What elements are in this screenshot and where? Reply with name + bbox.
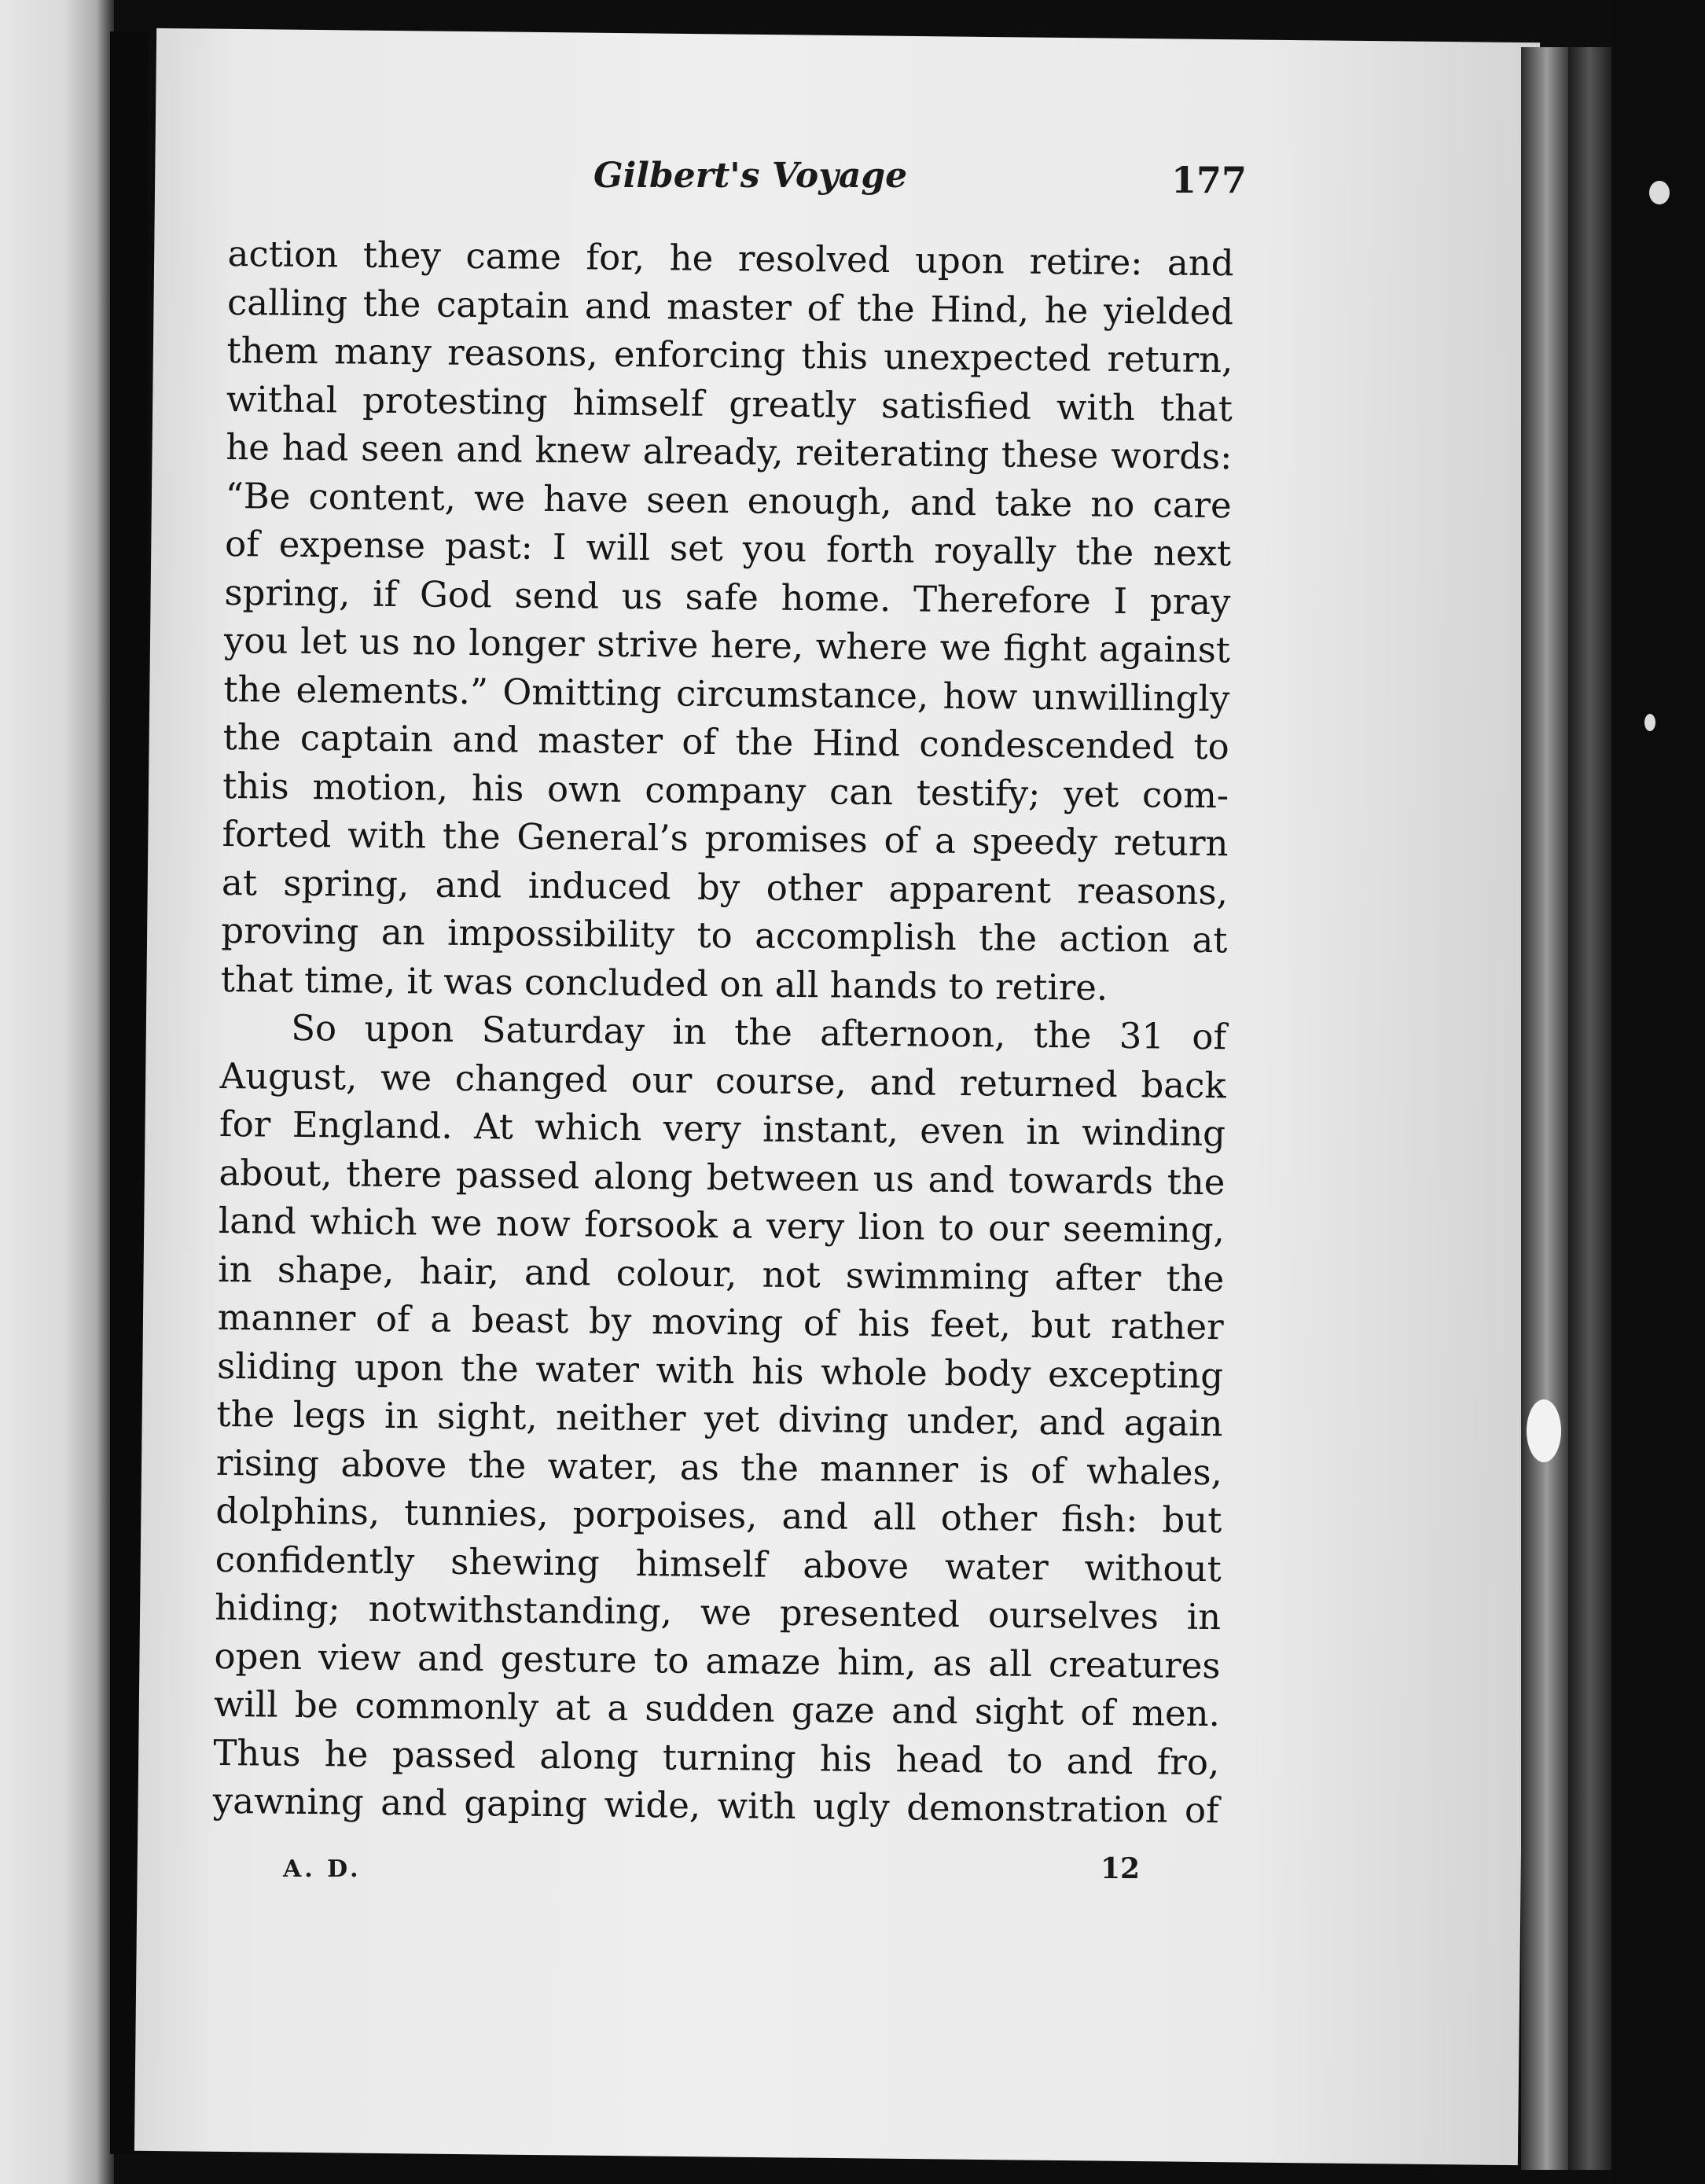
signature-mark: A. D. xyxy=(283,1855,362,1883)
scan-background-right xyxy=(1611,0,1705,2184)
text-line: rising above the water, as the manner is of whales, xyxy=(215,1441,1223,1493)
paragraph-start-line: So upon Saturday in the afternoon, the 31 of xyxy=(291,1006,1227,1058)
text-line: proving an impossibility to accomplish the action at xyxy=(221,909,1228,961)
text-line: them many reasons, enforcing this unexpected return, xyxy=(226,329,1233,381)
page-number: 177 xyxy=(1171,159,1248,201)
text-line: about, there passed along between us and towards the xyxy=(219,1151,1225,1203)
text-line: of expense past: I will set you forth royally the next xyxy=(224,522,1232,575)
text-line: withal protesting himself greatly satisfied with that xyxy=(226,377,1233,429)
running-head xyxy=(236,149,1248,212)
text-line: forted with the General’s promises of a speedy return xyxy=(222,812,1229,865)
facing-page-edge xyxy=(0,0,114,2184)
text-line: you let us no longer strive here, where we fight against xyxy=(223,619,1231,671)
text-line: at spring, and induced by other apparent reasons, xyxy=(221,861,1229,913)
text-line: manner of a beast by moving of his feet, but rather xyxy=(217,1296,1224,1348)
text-line: in shape, hair, and colour, not swimming after the xyxy=(218,1248,1225,1300)
dust-speck xyxy=(1644,714,1655,731)
body-text xyxy=(213,230,1234,1835)
text-line: action they came for, he resolved upon retire: and xyxy=(227,232,1234,285)
text-line: the captain and master of the Hind condescended to xyxy=(222,715,1229,768)
text-line: the legs in sight, neither yet diving under, and again xyxy=(216,1392,1223,1445)
text-line: hiding; notwithstanding, we presented ourselves in xyxy=(214,1586,1222,1638)
sheet-number: 12 xyxy=(1101,1852,1141,1885)
paragraph-end-line: that time, it was concluded on all hands to retire. xyxy=(220,958,1108,1009)
text-line: land which we now forsook a very lion to our seeming, xyxy=(218,1199,1225,1252)
text-line: August, we changed our course, and returned back xyxy=(219,1054,1226,1106)
page-stack-edge-outer xyxy=(1568,47,1611,2170)
text-line: the elements.” Omitting circumstance, how unwillingly xyxy=(223,667,1230,719)
text-line: for England. At which very instant, even in winding xyxy=(219,1102,1226,1155)
page-footer xyxy=(283,1852,1148,1903)
text-line: confidently shewing himself above water without xyxy=(215,1538,1222,1590)
text-line: spring, if God send us safe home. Therefore I pray xyxy=(224,571,1231,623)
text-line: open view and gesture to amaze him, as all creatures xyxy=(214,1634,1221,1686)
text-line: sliding upon the water with his whole body excepting xyxy=(216,1344,1224,1396)
text-line: “Be content, we have seen enough, and take no care xyxy=(225,474,1232,526)
text-line: dolphins, tunnies, porpoises, and all other fish: but xyxy=(215,1489,1222,1542)
running-head-title: Gilbert's Voyage xyxy=(593,156,908,196)
text-line: yawning and gaping wide, with ugly demonstration of xyxy=(212,1779,1220,1832)
text-line: will be commonly at a sudden gaze and sight of men. xyxy=(213,1682,1221,1735)
text-line: this motion, his own company can testify; yet com- xyxy=(222,764,1229,816)
text-line: he had seen and knew already, reiterating these words: xyxy=(226,425,1233,478)
text-line: calling the captain and master of the Hind, he yielded xyxy=(226,281,1234,333)
text-line: Thus he passed along turning his head to and fro, xyxy=(213,1731,1220,1783)
paper-tear-spot xyxy=(1527,1399,1561,1462)
dust-speck xyxy=(1649,181,1670,204)
page-stack-edge xyxy=(1521,47,1568,2170)
